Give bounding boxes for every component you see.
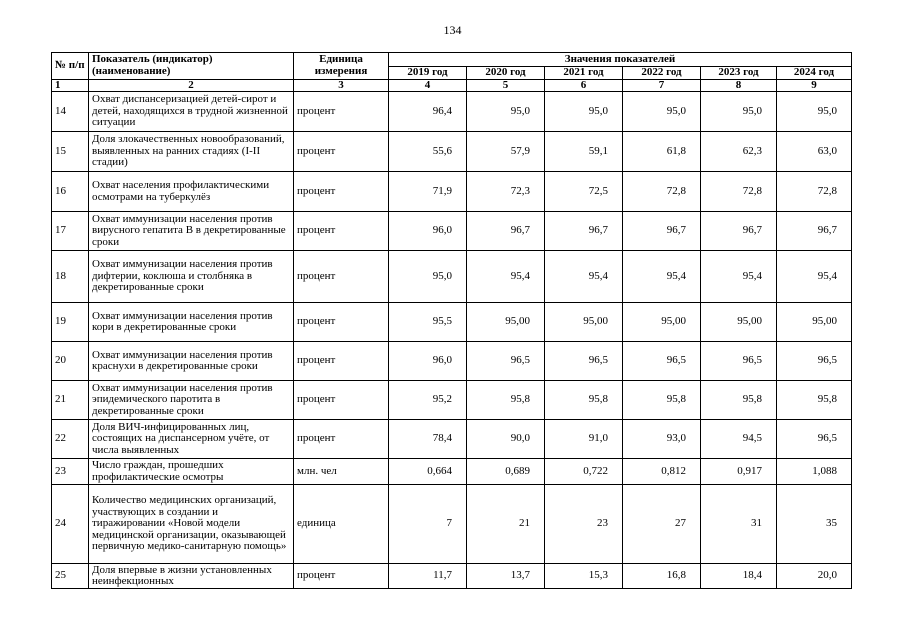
indicator-value: 31 bbox=[701, 485, 777, 564]
indicator-value: 95,0 bbox=[467, 92, 545, 132]
header-year: 2022 год bbox=[623, 67, 701, 80]
indicator-value: 61,8 bbox=[623, 132, 701, 172]
indicator-name: Количество медицинских организаций, участвующих в создании и тиражировании «Новой модели медицинской организации, оказывающей первичную медико-санитарную помощь» bbox=[89, 485, 294, 564]
indicator-value: 16,8 bbox=[623, 564, 701, 589]
indicator-value: 55,6 bbox=[389, 132, 467, 172]
indicator-value: 95,0 bbox=[701, 92, 777, 132]
table-row bbox=[52, 420, 852, 459]
row-number: 21 bbox=[52, 381, 89, 420]
table-row bbox=[52, 92, 852, 132]
indicator-name: Доля впервые в жизни установленных неинфекционных bbox=[89, 564, 294, 589]
indicator-value: 95,0 bbox=[389, 251, 467, 303]
unit-of-measure: процент bbox=[294, 381, 389, 420]
indicator-value: 23 bbox=[545, 485, 623, 564]
row-number: 19 bbox=[52, 303, 89, 342]
indicator-value: 96,7 bbox=[545, 212, 623, 251]
indicator-value: 71,9 bbox=[389, 172, 467, 212]
indicator-value: 93,0 bbox=[623, 420, 701, 459]
indicator-name: Число граждан, прошедших профилактические осмотры bbox=[89, 459, 294, 485]
unit-of-measure: процент bbox=[294, 212, 389, 251]
table-row bbox=[52, 485, 852, 564]
column-index: 8 bbox=[701, 79, 777, 92]
indicator-value: 95,8 bbox=[623, 381, 701, 420]
header-values-group: Значения показателей bbox=[389, 53, 852, 67]
indicator-value: 96,5 bbox=[701, 342, 777, 381]
indicator-name: Охват иммунизации населения против кори в декретированные сроки bbox=[89, 303, 294, 342]
indicator-value: 1,088 bbox=[777, 459, 852, 485]
indicator-value: 20,0 bbox=[777, 564, 852, 589]
unit-of-measure: процент bbox=[294, 172, 389, 212]
row-number: 22 bbox=[52, 420, 89, 459]
indicator-value: 95,4 bbox=[545, 251, 623, 303]
indicator-value: 95,8 bbox=[545, 381, 623, 420]
indicator-value: 62,3 bbox=[701, 132, 777, 172]
header-year: 2020 год bbox=[467, 67, 545, 80]
indicator-name: Охват иммунизации населения против дифтерии, коклюша и столбняка в декретированные сроки bbox=[89, 251, 294, 303]
header-indicator: Показатель (индикатор) (наименование) bbox=[89, 53, 294, 80]
column-index: 2 bbox=[89, 79, 294, 92]
indicator-value: 95,8 bbox=[467, 381, 545, 420]
indicator-value: 96,7 bbox=[701, 212, 777, 251]
indicator-value: 95,0 bbox=[545, 92, 623, 132]
indicator-value: 95,0 bbox=[623, 92, 701, 132]
indicator-value: 96,7 bbox=[623, 212, 701, 251]
column-index: 9 bbox=[777, 79, 852, 92]
indicator-value: 95,5 bbox=[389, 303, 467, 342]
indicator-name: Охват иммунизации населения против краснухи в декретированные сроки bbox=[89, 342, 294, 381]
indicator-value: 72,8 bbox=[777, 172, 852, 212]
unit-of-measure: процент bbox=[294, 132, 389, 172]
header-num: № п/п bbox=[52, 53, 89, 80]
indicator-value: 95,00 bbox=[777, 303, 852, 342]
indicator-value: 11,7 bbox=[389, 564, 467, 589]
indicator-value: 94,5 bbox=[701, 420, 777, 459]
row-number: 18 bbox=[52, 251, 89, 303]
header-year: 2021 год bbox=[545, 67, 623, 80]
indicator-value: 95,00 bbox=[623, 303, 701, 342]
indicator-value: 0,689 bbox=[467, 459, 545, 485]
indicator-value: 59,1 bbox=[545, 132, 623, 172]
indicator-value: 95,0 bbox=[777, 92, 852, 132]
indicator-value: 96,7 bbox=[777, 212, 852, 251]
unit-of-measure: процент bbox=[294, 92, 389, 132]
indicator-value: 63,0 bbox=[777, 132, 852, 172]
column-index: 6 bbox=[545, 79, 623, 92]
indicator-value: 72,8 bbox=[623, 172, 701, 212]
indicator-value: 13,7 bbox=[467, 564, 545, 589]
indicator-value: 95,00 bbox=[467, 303, 545, 342]
indicators-table bbox=[51, 52, 852, 589]
row-number: 14 bbox=[52, 92, 89, 132]
indicator-value: 18,4 bbox=[701, 564, 777, 589]
indicator-name: Охват иммунизации населения против вирусного гепатита В в декретированные сроки bbox=[89, 212, 294, 251]
column-index: 7 bbox=[623, 79, 701, 92]
indicator-value: 96,4 bbox=[389, 92, 467, 132]
indicator-value: 96,5 bbox=[623, 342, 701, 381]
indicator-value: 0,917 bbox=[701, 459, 777, 485]
table-row bbox=[52, 459, 852, 485]
unit-of-measure: процент bbox=[294, 342, 389, 381]
indicator-value: 96,5 bbox=[777, 342, 852, 381]
row-number: 17 bbox=[52, 212, 89, 251]
header-year: 2024 год bbox=[777, 67, 852, 80]
unit-of-measure: процент bbox=[294, 420, 389, 459]
row-number: 20 bbox=[52, 342, 89, 381]
table-row bbox=[52, 564, 852, 589]
indicator-value: 95,4 bbox=[623, 251, 701, 303]
indicator-name: Доля ВИЧ-инфицированных лиц, состоящих на диспансерном учёте, от числа выявленных bbox=[89, 420, 294, 459]
indicator-value: 95,4 bbox=[777, 251, 852, 303]
indicator-value: 95,00 bbox=[701, 303, 777, 342]
row-number: 23 bbox=[52, 459, 89, 485]
unit-of-measure: процент bbox=[294, 564, 389, 589]
table-row bbox=[52, 381, 852, 420]
indicator-value: 72,5 bbox=[545, 172, 623, 212]
unit-of-measure: млн. чел bbox=[294, 459, 389, 485]
header-year: 2019 год bbox=[389, 67, 467, 80]
indicator-value: 78,4 bbox=[389, 420, 467, 459]
row-number: 24 bbox=[52, 485, 89, 564]
indicator-value: 72,3 bbox=[467, 172, 545, 212]
indicator-value: 96,5 bbox=[777, 420, 852, 459]
indicator-value: 95,8 bbox=[777, 381, 852, 420]
page-number: 134 bbox=[443, 23, 462, 37]
indicator-name: Доля злокачественных новообразований, выявленных на ранних стадиях (I-II стадии) bbox=[89, 132, 294, 172]
indicator-value: 96,0 bbox=[389, 212, 467, 251]
indicator-name: Охват населения профилактическими осмотрами на туберкулёз bbox=[89, 172, 294, 212]
indicator-value: 95,4 bbox=[701, 251, 777, 303]
indicator-value: 21 bbox=[467, 485, 545, 564]
table-row bbox=[52, 251, 852, 303]
table-row bbox=[52, 172, 852, 212]
indicator-value: 95,8 bbox=[701, 381, 777, 420]
indicator-name: Охват иммунизации населения против эпидемического паротита в декретированные сроки bbox=[89, 381, 294, 420]
table-row bbox=[52, 132, 852, 172]
indicator-value: 27 bbox=[623, 485, 701, 564]
unit-of-measure: процент bbox=[294, 251, 389, 303]
indicator-value: 95,2 bbox=[389, 381, 467, 420]
indicator-value: 35 bbox=[777, 485, 852, 564]
indicator-name: Охват диспансеризацией детей-сирот и детей, находящихся в трудной жизненной ситуации bbox=[89, 92, 294, 132]
indicator-value: 7 bbox=[389, 485, 467, 564]
column-index: 1 bbox=[52, 79, 89, 92]
indicator-value: 96,0 bbox=[389, 342, 467, 381]
indicator-value: 15,3 bbox=[545, 564, 623, 589]
indicator-value: 57,9 bbox=[467, 132, 545, 172]
row-number: 25 bbox=[52, 564, 89, 589]
indicator-value: 91,0 bbox=[545, 420, 623, 459]
row-number: 16 bbox=[52, 172, 89, 212]
column-index: 4 bbox=[389, 79, 467, 92]
indicator-value: 96,5 bbox=[467, 342, 545, 381]
indicator-value: 0,812 bbox=[623, 459, 701, 485]
unit-of-measure: процент bbox=[294, 303, 389, 342]
indicator-value: 0,664 bbox=[389, 459, 467, 485]
indicator-value: 0,722 bbox=[545, 459, 623, 485]
table-row bbox=[52, 212, 852, 251]
indicator-value: 95,4 bbox=[467, 251, 545, 303]
indicator-value: 72,8 bbox=[701, 172, 777, 212]
table-row bbox=[52, 342, 852, 381]
indicator-value: 95,00 bbox=[545, 303, 623, 342]
indicator-value: 90,0 bbox=[467, 420, 545, 459]
table-row bbox=[52, 303, 852, 342]
header-unit: Единица измерения bbox=[294, 53, 389, 80]
header-year: 2023 год bbox=[701, 67, 777, 80]
indicator-value: 96,7 bbox=[467, 212, 545, 251]
indicator-value: 96,5 bbox=[545, 342, 623, 381]
column-index: 5 bbox=[467, 79, 545, 92]
unit-of-measure: единица bbox=[294, 485, 389, 564]
row-number: 15 bbox=[52, 132, 89, 172]
column-index: 3 bbox=[294, 79, 389, 92]
